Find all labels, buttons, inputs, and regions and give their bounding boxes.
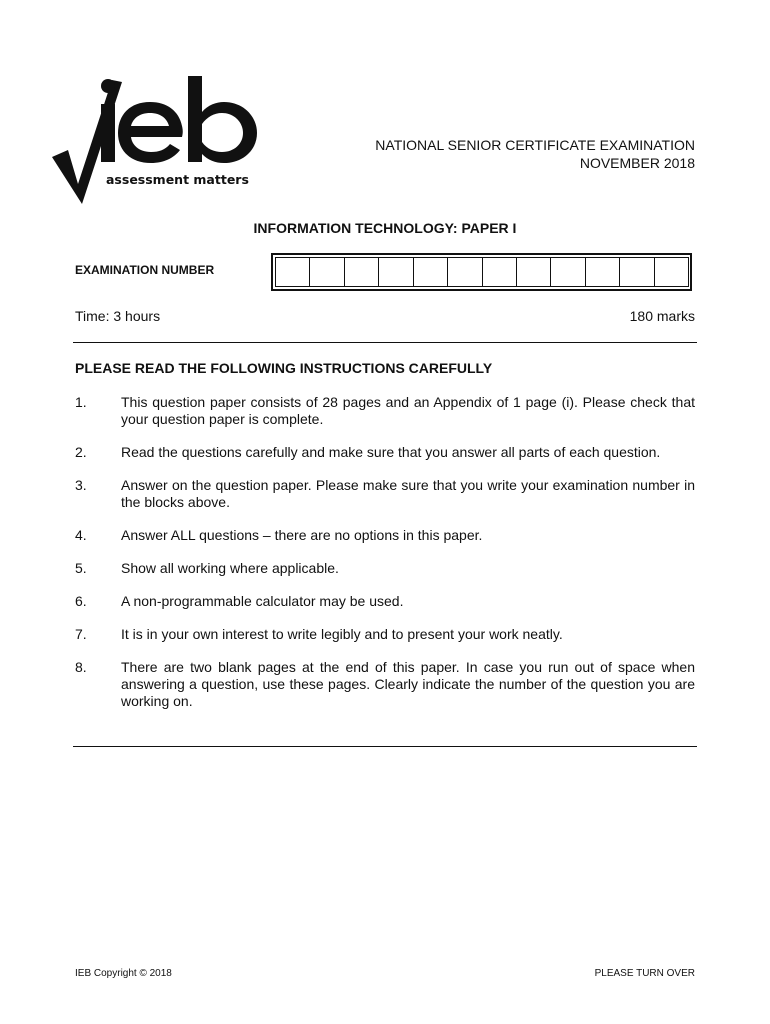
exam-number-block[interactable]: [619, 257, 654, 287]
exam-number-block[interactable]: [482, 257, 517, 287]
instruction-text: Show all working where applicable.: [121, 560, 339, 576]
instruction-item: [75, 593, 695, 610]
logo-i-dot: [101, 79, 115, 93]
exam-number-block[interactable]: [309, 257, 344, 287]
divider-bottom: [73, 746, 697, 747]
exam-number-block[interactable]: [344, 257, 379, 287]
exam-header-date: NOVEMBER 2018: [579, 155, 695, 171]
instruction-text: Answer ALL questions – there are no options in this paper.: [121, 527, 483, 543]
instruction-number: 6.: [75, 593, 87, 609]
exam-header-title: NATIONAL SENIOR CERTIFICATE EXAMINATION: [375, 137, 695, 153]
copyright-notice: IEB Copyright © 2018: [75, 968, 172, 979]
exam-number-block[interactable]: [447, 257, 482, 287]
instruction-text: A non-programmable calculator may be used.: [121, 593, 404, 609]
instruction-text: There are two blank pages at the end of this paper. In case you run out of space when answering a question, use these pages. Clearly indicate the number of the question you are working on.: [121, 659, 695, 709]
paper-title: INFORMATION TECHNOLOGY: PAPER I: [253, 220, 517, 236]
instruction-item: [75, 659, 695, 710]
time-marks-row: [75, 308, 695, 324]
time-allowed: Time: 3 hours: [75, 308, 161, 324]
exam-number-block[interactable]: [413, 257, 448, 287]
logo-i-stem: [101, 104, 115, 162]
ieb-logo: [50, 72, 270, 212]
instruction-number: 5.: [75, 560, 87, 576]
instruction-number: 2.: [75, 444, 87, 460]
exam-number-label: EXAMINATION NUMBER: [75, 263, 215, 277]
exam-number-block[interactable]: [378, 257, 413, 287]
instruction-item: [75, 527, 695, 544]
exam-header: [375, 136, 695, 172]
divider-top: [73, 342, 697, 343]
instruction-number: 3.: [75, 477, 87, 493]
logo-tagline: assessment matters: [106, 172, 249, 187]
instruction-number: 4.: [75, 527, 87, 543]
instruction-item: [75, 444, 695, 461]
instruction-item: [75, 626, 695, 643]
exam-number-block[interactable]: [585, 257, 620, 287]
exam-number-block[interactable]: [550, 257, 585, 287]
exam-number-block[interactable]: [654, 257, 689, 287]
logo-b-letter: [188, 76, 257, 163]
exam-number-block[interactable]: [275, 257, 310, 287]
instruction-text: This question paper consists of 28 pages and an Appendix of 1 page (i). Please check that your question paper is complete.: [121, 394, 695, 427]
instructions-list: [75, 394, 695, 726]
instruction-text: Read the questions carefully and make sure that you answer all parts of each question.: [121, 444, 661, 460]
logo-e-letter: [118, 102, 183, 163]
total-marks: 180 marks: [629, 308, 695, 324]
instructions-heading: PLEASE READ THE FOLLOWING INSTRUCTIONS CAREFULLY: [75, 360, 493, 376]
instruction-number: 1.: [75, 394, 87, 410]
instruction-number: 8.: [75, 659, 87, 675]
instruction-item: [75, 394, 695, 428]
instruction-item: [75, 477, 695, 511]
instruction-text: Answer on the question paper. Please make sure that you write your examination number in the blocks above.: [121, 477, 695, 510]
instruction-item: [75, 560, 695, 577]
instruction-number: 7.: [75, 626, 87, 642]
instruction-text: It is in your own interest to write legibly and to present your work neatly.: [121, 626, 563, 642]
exam-number-grid[interactable]: [271, 253, 692, 291]
exam-number-block[interactable]: [516, 257, 551, 287]
turn-over-notice: PLEASE TURN OVER: [594, 968, 695, 979]
